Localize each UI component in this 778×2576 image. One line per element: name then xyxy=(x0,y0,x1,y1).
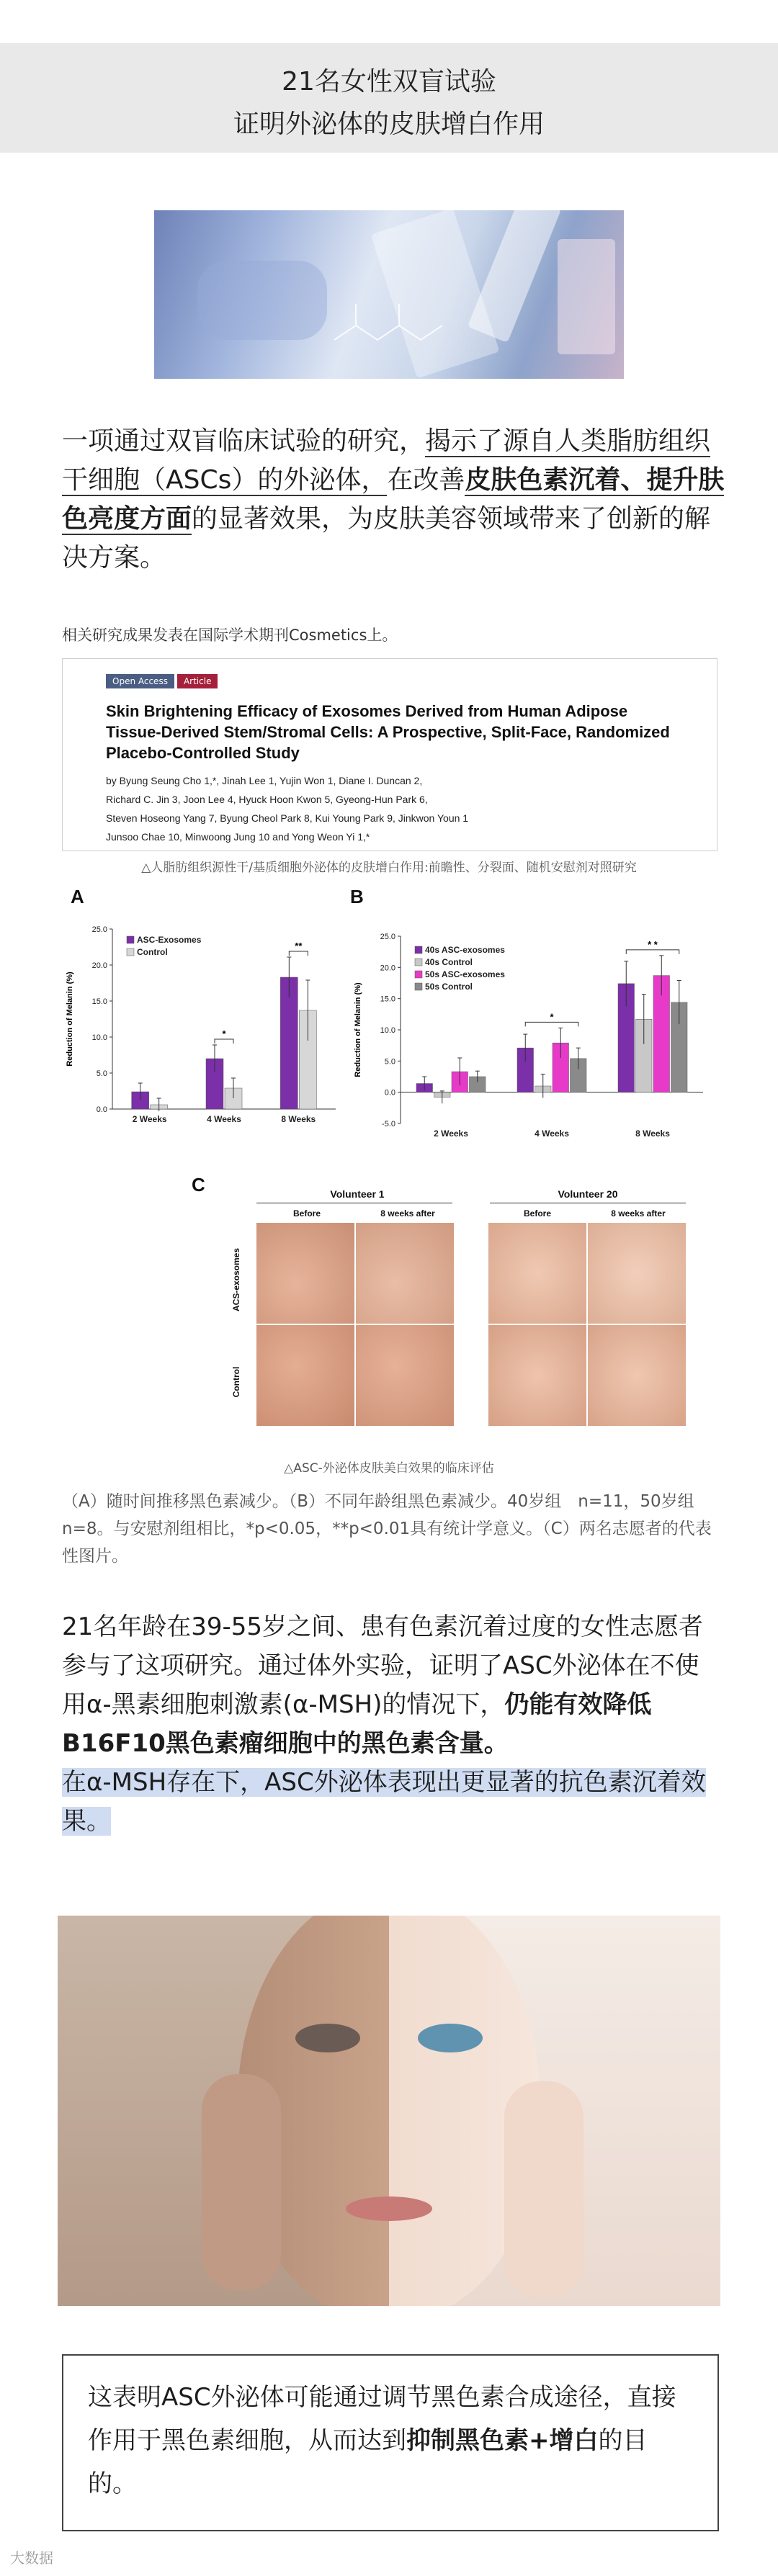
significance-bracket xyxy=(215,1039,233,1044)
title-line-2: 证明外泌体的皮肤增白作用 xyxy=(233,109,545,139)
after-label-1: 8 weeks after xyxy=(380,1208,435,1219)
face-comparison-image xyxy=(58,1916,720,2306)
eye-right xyxy=(418,2024,483,2052)
x-tick-label: 2 Weeks xyxy=(132,1114,167,1124)
row-label-control: Control xyxy=(231,1366,241,1398)
x-tick-label: 8 Weeks xyxy=(635,1128,670,1139)
y-tick-label: 15.0 xyxy=(91,997,107,1006)
y-tick-label: -5.0 xyxy=(382,1120,395,1128)
hand-left xyxy=(202,2074,281,2290)
before-label-2: Before xyxy=(523,1208,551,1219)
panel-a-label: A xyxy=(71,886,84,907)
volunteer-1-label: Volunteer 1 xyxy=(330,1188,385,1200)
y-tick-label: 25.0 xyxy=(91,925,107,934)
after-label-2: 8 weeks after xyxy=(611,1208,666,1219)
figure-caption: △ASC-外泌体皮肤美白效果的临床评估 xyxy=(284,1461,494,1476)
legend-label: Control xyxy=(137,947,168,957)
open-access-tag: Open Access xyxy=(106,674,174,688)
y-tick-label: 15.0 xyxy=(380,995,395,1004)
lab-research-image xyxy=(154,210,624,379)
paper-authors: by Byung Seung Cho 1,*, Jinah Lee 1, Yujin Won 1, Diane I. Duncan 2, Richard C. Jin 3, Joon Lee 4, Hyuck Hoon Kwon 5, Gyeong-Hun Park 6, Steven Hoseong Yang 7, Byung Cheol Park 8, Kui Young Park 9, Jinkwon Youn 1 Junsoo Chae 10, Minwoong Jung 10 and Yong Weon Yi 1,* xyxy=(106,775,469,843)
legend-swatch xyxy=(415,983,422,990)
legend-label: 40s Control xyxy=(425,957,473,967)
x-tick-label: 2 Weeks xyxy=(434,1128,468,1139)
panel-c xyxy=(218,1188,693,1476)
hand-right xyxy=(504,2081,584,2297)
significance-label: * xyxy=(550,1011,554,1023)
paper-card xyxy=(62,658,717,851)
significance-label: * * xyxy=(648,938,658,950)
before-label-1: Before xyxy=(292,1208,321,1219)
skin-photo-v20-asc-before xyxy=(488,1223,586,1324)
skin-photo-v20-control-before xyxy=(488,1325,586,1426)
article-tag: Article xyxy=(177,674,218,688)
y-tick-label: 20.0 xyxy=(380,964,395,973)
y-tick-label: 5.0 xyxy=(384,1057,395,1067)
legend-swatch xyxy=(415,946,422,953)
y-tick-label: 20.0 xyxy=(91,961,107,970)
x-tick-label: 8 Weeks xyxy=(281,1114,316,1124)
legend-label: 40s ASC-exosomes xyxy=(425,945,505,955)
y-tick-label: 0.0 xyxy=(96,1105,107,1114)
panel-c-label: C xyxy=(192,1174,205,1195)
skin-photo-v1-asc-after xyxy=(356,1223,454,1324)
chart-b xyxy=(350,915,716,1159)
significance-label: * xyxy=(222,1028,226,1039)
conclusion-box: 这表明ASC外泌体可能通过调节黑色素合成途径，直接作用于黑色素细胞，从而达到抑制黑色素+增白的目的。 xyxy=(62,2354,719,2531)
row-label-asc: ACS-exosomes xyxy=(231,1247,241,1312)
highlighted-sentence: 在α-MSH存在下，ASC外泌体表现出更显著的抗色素沉着效果。 xyxy=(62,1768,706,1836)
skin-photo-v1-asc-before xyxy=(256,1223,354,1324)
significance-bracket xyxy=(626,950,679,954)
body-paragraph: 21名年龄在39-55岁之间、患有色素沉着过度的女性志愿者参与了这项研究。通过体外实验，证明了ASC外泌体在不使用α-黑素细胞刺激素(α-MSH)的情况下，仍能有效降低B16F10黑色素瘤细胞中的黑色素含量。 在α-MSH存在下，ASC外泌体表现出更显著的抗色素沉着效果。 xyxy=(62,1612,706,1836)
figure-note: （A）随时间推移黑色素减少。（B）不同年龄组黑色素减少。40岁组 n=11，50岁组 n=8。与安慰剂组相比，*p<0.05，**p<0.01具有统计学意义。（C）两名志愿者的代表性图片。 xyxy=(62,1492,712,1566)
legend-swatch xyxy=(127,948,134,956)
panel-b-label: B xyxy=(350,886,364,907)
skin-photo-v20-asc-after xyxy=(588,1223,686,1324)
volunteer-20-label: Volunteer 20 xyxy=(558,1188,618,1200)
skin-photo-v20-control-after xyxy=(588,1325,686,1426)
significance-label: ** xyxy=(295,941,303,951)
y-tick-label: 0.0 xyxy=(384,1088,395,1098)
x-tick-label: 4 Weeks xyxy=(207,1114,241,1124)
paper-caption: △人脂肪组织源性干/基质细胞外泌体的皮肤增白作用:前瞻性、分裂面、随机安慰剂对照研究 xyxy=(141,861,637,875)
skin-photo-v1-control-before xyxy=(256,1325,354,1426)
title-line-1: 21名女性双盲试验 xyxy=(282,67,496,97)
paper-title: Skin Brightening Efficacy of Exosomes Derived from Human Adipose Tissue-Derived Stem/Stromal Cells: A Prospective, Split-Face, Randomized Placebo-Controlled Study xyxy=(106,702,670,762)
skin-photo-v1-control-after xyxy=(356,1325,454,1426)
watermark: 大数据 xyxy=(10,2549,53,2567)
y-tick-label: 25.0 xyxy=(380,933,395,941)
lips xyxy=(346,2196,432,2221)
molecule-icon xyxy=(320,282,464,369)
eye-left xyxy=(295,2024,360,2052)
significance-bracket xyxy=(289,951,308,956)
intro-paragraph: 一项通过双盲临床试验的研究，揭示了源自人类脂肪组织干细胞（ASCs）的外泌体，在改善皮肤色素沉着、提升肤色亮度方面的显著效果，为皮肤美容领域带来了创新的解决方案。 xyxy=(62,426,725,573)
x-tick-label: 4 Weeks xyxy=(535,1128,569,1139)
legend-swatch xyxy=(415,971,422,978)
chart-a xyxy=(62,915,350,1152)
legend-label: 50s ASC-exosomes xyxy=(425,969,505,979)
y-tick-label: 5.0 xyxy=(96,1069,107,1078)
journal-note: 相关研究成果发表在国际学术期刊Cosmetics上。 xyxy=(62,627,398,644)
title-banner xyxy=(0,43,778,153)
figure xyxy=(62,871,716,1482)
legend-swatch xyxy=(415,959,422,966)
y-axis-title: Reduction of Melanin (%) xyxy=(354,982,362,1077)
y-tick-label: 10.0 xyxy=(380,1026,395,1035)
significance-bracket xyxy=(525,1022,578,1026)
legend-swatch xyxy=(127,936,134,943)
y-tick-label: 10.0 xyxy=(91,1033,107,1042)
y-axis-title: Reduction of Melanin (%) xyxy=(66,971,74,1067)
legend-label: ASC-Exosomes xyxy=(137,935,202,945)
legend-label: 50s Control xyxy=(425,982,473,992)
